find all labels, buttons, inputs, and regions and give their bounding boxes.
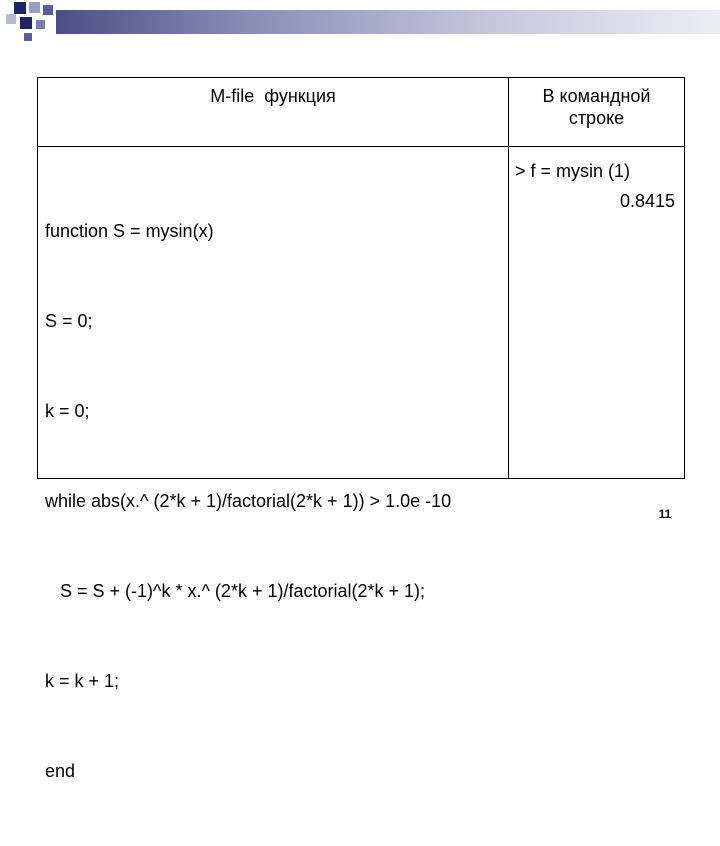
- deco-square: [14, 2, 26, 14]
- code-line: end: [45, 761, 76, 781]
- header-command-line-2: строке: [568, 108, 625, 128]
- code-line: S = S + (-1)^k * x.^ (2*k + 1)/factorial(2*k + 1);: [45, 581, 426, 601]
- column-divider: [508, 78, 509, 478]
- deco-square: [20, 17, 32, 29]
- gradient-band: [56, 10, 720, 34]
- content-table: [37, 77, 685, 781]
- code-line: k = 0;: [45, 401, 90, 421]
- code-line: S = 0;: [45, 311, 93, 331]
- header-row-divider: [38, 146, 684, 147]
- code-line: k = k + 1;: [45, 671, 120, 691]
- deco-square: [36, 20, 45, 29]
- deco-square: [24, 33, 32, 41]
- deco-square: [6, 14, 16, 24]
- header-command-line: [509, 85, 684, 129]
- header-mfile-function: M-file функция: [210, 86, 336, 106]
- header-command-line-1: В командной: [542, 86, 651, 106]
- command-result: 0.8415: [619, 191, 675, 211]
- command-output-block: [515, 156, 677, 216]
- deco-square: [43, 5, 53, 15]
- code-line: function S = mysin(x): [45, 221, 214, 241]
- mfile-code-block: [45, 156, 451, 846]
- page-number: 11: [658, 507, 672, 521]
- decorative-header: [0, 0, 720, 40]
- code-line: while abs(x.^ (2*k + 1)/factorial(2*k + 1)) > 1.0e -10: [45, 491, 452, 511]
- deco-square: [29, 2, 40, 13]
- command-input: > f = mysin (1): [515, 161, 631, 181]
